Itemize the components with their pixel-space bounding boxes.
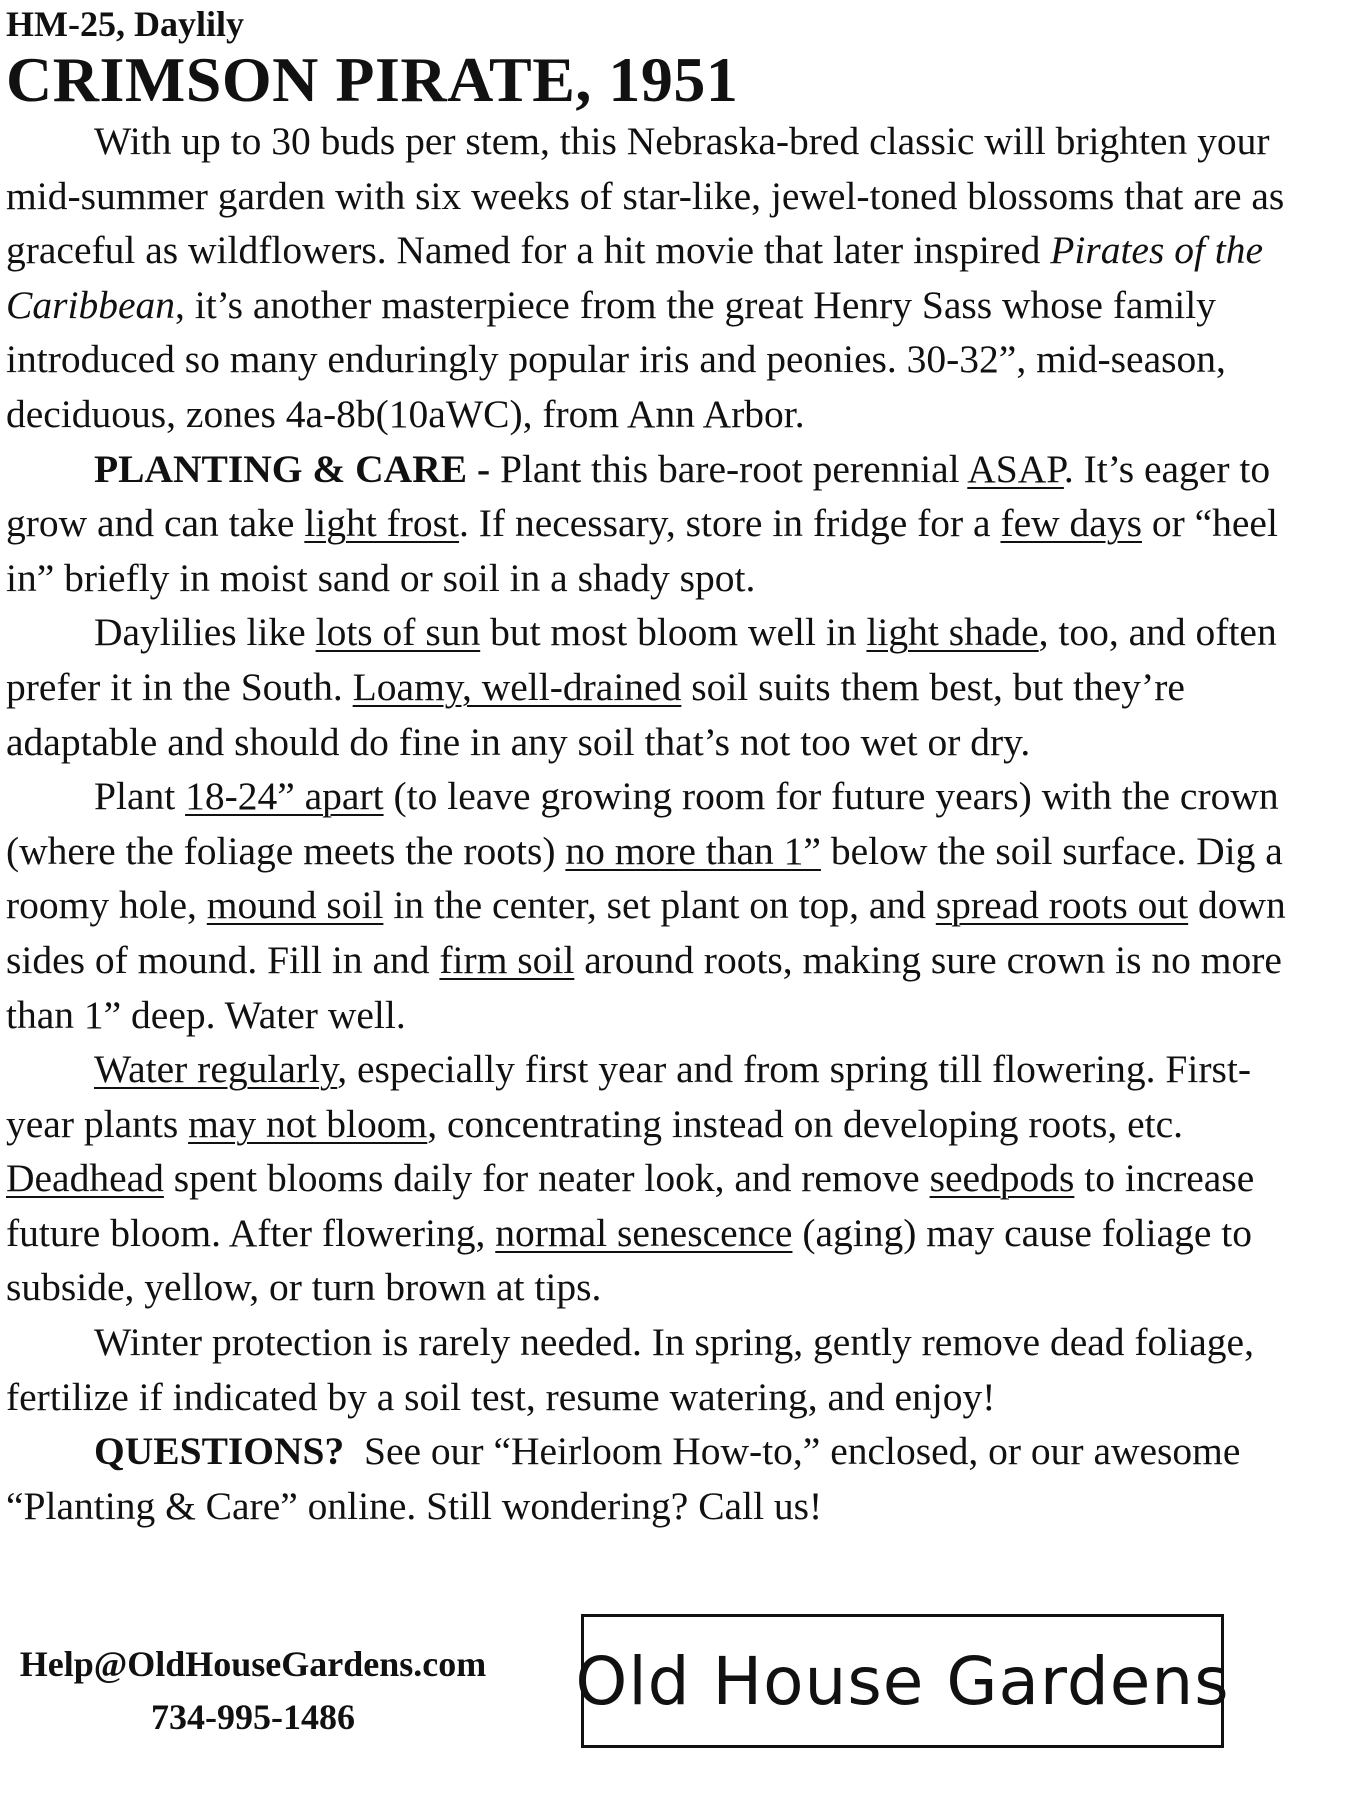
winter-paragraph: Winter protection is rarely needed. In spring, gently remove dead foliage, fertilize if indicated by a soil test, resume watering, and enjoy! [6, 1320, 1254, 1419]
movie-title: Pirates of the Caribbean [6, 228, 1264, 327]
brand-logo [575, 1614, 1230, 1748]
logo-text: Old House Gardens [575, 1642, 1230, 1720]
questions-paragraph: QUESTIONS? See our “Heirloom How-to,” enclosed, or our awesome “Planting & Care” online. Still wondering? Call us! [6, 1429, 1251, 1528]
contact-phone: 734-995-1486 [151, 1697, 355, 1737]
contact-email: Help@OldHouseGardens.com [19, 1644, 487, 1684]
spacing-paragraph: Plant 18-24” apart (to leave growing room for future years) with the crown (where the foliage meets the roots) no more than 1” below the soil surface. Dig a roomy hole, mound soil in the center, set plant on top, and spread roots out down sides of mound. Fill in and firm soil around roots, making sure crown is no more than 1” deep. Water well. [6, 774, 1286, 1037]
planting-heading: PLANTING & CARE - [94, 446, 500, 491]
product-title: CRIMSON PIRATE, 1951 [6, 44, 739, 115]
sun-paragraph: Daylilies like lots of sun but most bloom well in light shade, too, and often prefer it in the South. Loamy, well-drained soil suits them best, but they’re adaptable and should do fine in any soil that’s not too wet or dry. [6, 610, 1277, 764]
planting-paragraph: PLANTING & CARE - Plant this bare-root perennial ASAP. It’s eager to grow and can take light frost. If necessary, store in fridge for a few days or “heel in” briefly in moist sand or soil in a shady spot. [6, 446, 1278, 600]
intro-paragraph: With up to 30 buds per stem, this Nebraska-bred classic will brighten your mid-summer garden with six weeks of star-like, jewel-toned blossoms that are as graceful as wildflowers. Named for a hit movie that later inspired Pirates of the Caribbean, it’s another masterpiece from the great Henry Sass whose family introduced so many enduringly popular iris and peonies. 30-32”, mid-season, deciduous, zones 4a-8b(10aWC), from Ann Arbor. [6, 119, 1285, 436]
water-paragraph: Water regularly, especially first year and from spring till flowering. First-year plants may not bloom, concentrating instead on developing roots, etc. Deadhead spent blooms daily for neater look, and remove seedpods to increase future bloom. After flowering, normal senescence (aging) may cause foliage to subside, yellow, or turn brown at tips. [6, 1047, 1255, 1310]
product-code: HM-25, Daylily [6, 4, 244, 44]
product-sheet [6, 0, 1296, 1533]
questions-heading: QUESTIONS? [94, 1429, 345, 1474]
contact-block [0, 1638, 506, 1744]
body-text [6, 114, 1296, 1533]
